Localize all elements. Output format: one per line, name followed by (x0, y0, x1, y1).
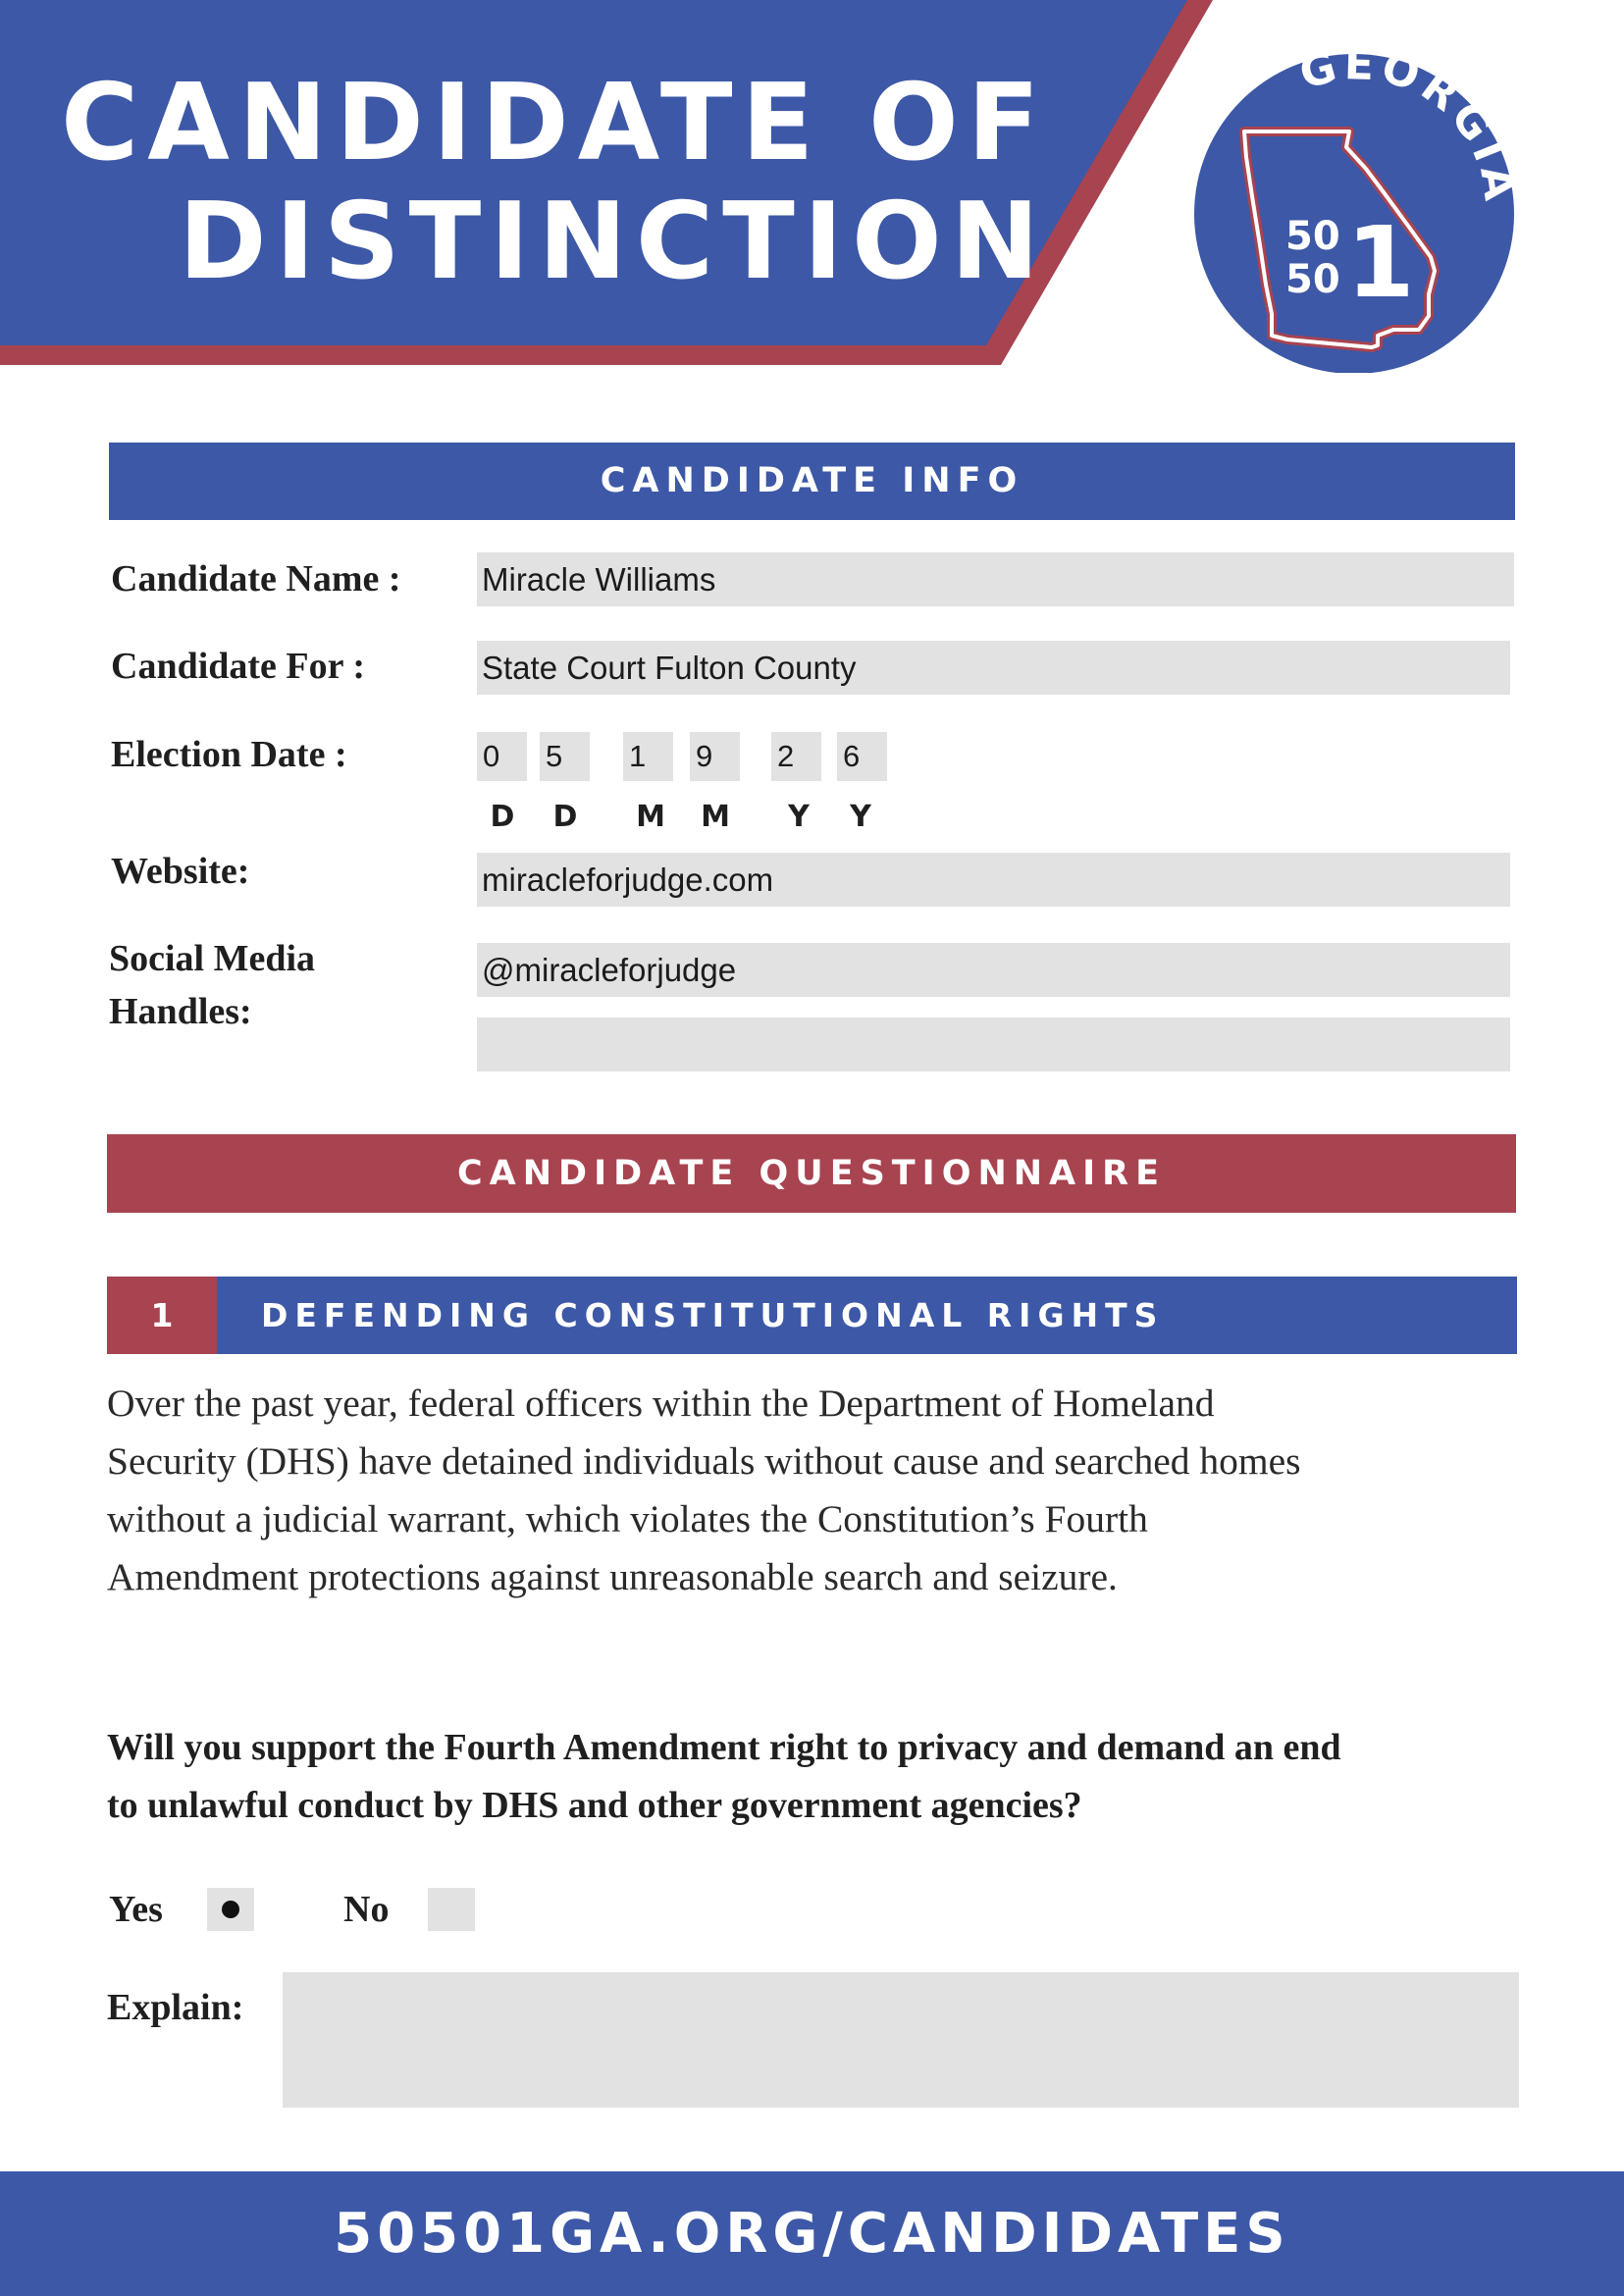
explain-textarea[interactable] (283, 1972, 1519, 2108)
date-digit-month-1[interactable]: 1 (623, 732, 673, 781)
date-letter-d2: D (552, 800, 578, 834)
yes-checkbox[interactable] (207, 1888, 254, 1931)
logo-number-top: 50 (1285, 214, 1340, 259)
section-title: DEFENDING CONSTITUTIONAL RIGHTS (261, 1296, 1165, 1334)
logo-number-big: 1 (1346, 205, 1415, 320)
logo-arc-text: GEORGIA (1294, 39, 1526, 209)
section-1-paragraph (107, 1375, 1520, 1606)
candidate-name-label: Candidate Name : (111, 558, 401, 600)
date-digit-year-2[interactable]: 6 (837, 732, 887, 781)
date-digit-day-1[interactable]: 0 (477, 732, 527, 781)
date-letter-m2: M (701, 800, 730, 834)
section-1-header (107, 1277, 1517, 1354)
date-digit-year-1[interactable]: 2 (771, 732, 821, 781)
paragraph-line: Security (DHS) have detained individuals without cause and searched homes (107, 1439, 1301, 1483)
no-label: No (343, 1889, 390, 1930)
no-checkbox[interactable] (428, 1888, 475, 1931)
date-digit-month-2[interactable]: 9 (690, 732, 740, 781)
website-field[interactable]: miracleforjudge.com (477, 853, 1510, 907)
paragraph-line: Amendment protections against unreasonable search and seizure. (107, 1555, 1118, 1598)
social-media-label-line1: Social Media (109, 938, 316, 979)
social-media-label-line2: Handles: (109, 991, 252, 1032)
candidate-info-heading: CANDIDATE INFO (109, 443, 1515, 520)
candidate-for-label: Candidate For : (111, 646, 365, 687)
yes-label: Yes (109, 1889, 163, 1930)
social-handle-field-1[interactable]: @miracleforjudge (477, 943, 1510, 997)
georgia-50501-logo (1194, 39, 1525, 373)
explain-label: Explain: (107, 1987, 244, 2028)
date-letter-m1: M (636, 800, 665, 834)
election-date-label: Election Date : (111, 734, 347, 775)
date-letter-d1: D (490, 800, 515, 834)
social-handle-field-2[interactable] (477, 1018, 1510, 1071)
paragraph-line: Over the past year, federal officers within the Department of Homeland (107, 1382, 1215, 1425)
logo-number-bottom: 50 (1285, 257, 1340, 302)
section-number-badge: 1 (107, 1277, 217, 1354)
title-line-1: CANDIDATE OF (61, 62, 1049, 184)
question-line: to unlawful conduct by DHS and other government agencies? (107, 1785, 1082, 1826)
footer-url[interactable]: 50501GA.ORG/CANDIDATES (0, 2171, 1624, 2296)
section-1-question (107, 1719, 1530, 1835)
date-letter-y1: Y (788, 800, 810, 834)
candidate-questionnaire-heading: CANDIDATE QUESTIONNAIRE (107, 1134, 1516, 1213)
candidate-name-field[interactable]: Miracle Williams (477, 552, 1514, 606)
paragraph-line: without a judicial warrant, which violates the Constitution’s Fourth (107, 1497, 1148, 1540)
title-line-2: DISTINCTION (179, 181, 1049, 303)
selected-dot-icon (222, 1901, 239, 1918)
website-label: Website: (111, 851, 250, 892)
date-letter-y2: Y (850, 800, 871, 834)
question-line: Will you support the Fourth Amendment right to privacy and demand an end (107, 1727, 1341, 1768)
candidate-for-field[interactable]: State Court Fulton County (477, 641, 1510, 695)
date-digit-day-2[interactable]: 5 (540, 732, 590, 781)
